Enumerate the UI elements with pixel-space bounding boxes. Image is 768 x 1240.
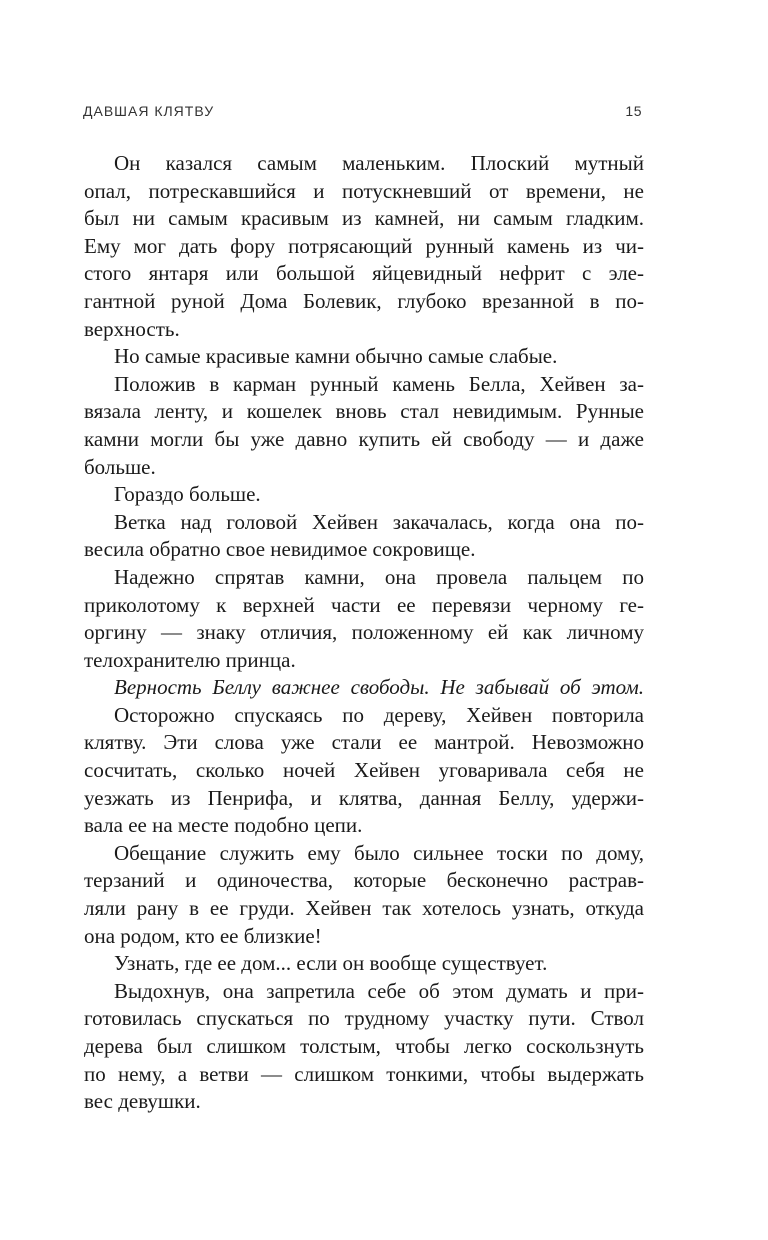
page-number: 15: [625, 103, 642, 119]
text-line: Обещание служить ему было сильнее тоски по дому,: [114, 840, 644, 865]
text-line: приколотому к верхней части ее перевязи черному ге-: [84, 592, 644, 617]
text-line: Выдохнув, она запретила себе об этом думать и при-: [114, 978, 644, 1003]
text-line: Гораздо больше.: [114, 482, 261, 507]
text-line: Верность Беллу важнее свободы. Не забывай об этом.: [114, 675, 644, 700]
text-line: она родом, кто ее близкие!: [84, 923, 322, 948]
text-line: вала ее на месте подобно цепи.: [84, 813, 363, 838]
text-line: опал, потрескавшийся и потускневший от времени, не: [84, 178, 644, 203]
text-line: сосчитать, сколько ночей Хейвен уговаривала себя не: [84, 758, 644, 783]
text-line: Ветка над головой Хейвен закачалась, когда она по-: [114, 509, 644, 534]
text-line: дерева был слишком толстым, чтобы легко соскользнуть: [84, 1034, 644, 1058]
text-line: стого янтаря или большой яйцевидный нефрит с эле-: [84, 261, 644, 286]
text-line: вязала ленту, и кошелек вновь стал невидимым. Рунные: [84, 399, 644, 424]
text-line: Ему мог дать фору потрясающий рунный камень из чи-: [84, 233, 644, 258]
text-line: оргину — знаку отличия, положенному ей как личному: [84, 620, 644, 645]
running-header: [83, 103, 642, 123]
text-line: Но самые красивые камни обычно самые слабые.: [114, 344, 558, 369]
text-line: по нему, а ветви — слишком тонкими, чтобы выдержать: [84, 1061, 644, 1086]
text-line: камни могли бы уже давно купить ей свободу — и даже: [84, 426, 644, 451]
text-line: Узнать, где ее дом... если он вообще существует.: [114, 951, 548, 976]
text-line: больше.: [84, 454, 156, 479]
text-line: был ни самым красивым из камней, ни самым гладким.: [84, 206, 644, 231]
text-line: гантной руной Дома Болевик, глубоко врезанной в по-: [84, 288, 644, 313]
text-line: Он казался самым маленьким. Плоский мутный: [114, 151, 644, 175]
text-line: ляли рану в ее груди. Хейвен так хотелось узнать, откуда: [84, 896, 644, 921]
body-text: [84, 150, 644, 1116]
text-line: клятву. Эти слова уже стали ее мантрой. Невозможно: [84, 730, 644, 755]
text-line: весила обратно свое невидимое сокровище.: [84, 537, 476, 562]
text-line: Осторожно спускаясь по дереву, Хейвен повторила: [114, 702, 644, 727]
text-line: вес девушки.: [84, 1089, 201, 1114]
text-line: Положив в карман рунный камень Белла, Хейвен за-: [114, 371, 644, 396]
text-line: телохранителю принца.: [84, 647, 296, 672]
text-line: уезжать из Пенрифа, и клятва, данная Беллу, удержи-: [84, 785, 644, 810]
running-title: ДАВШАЯ КЛЯТВУ: [83, 103, 215, 119]
text-line: верхность.: [84, 316, 180, 341]
text-line: терзаний и одиночества, которые бесконечно растрав-: [84, 868, 644, 893]
text-line: готовилась спускаться по трудному участку пути. Ствол: [84, 1006, 644, 1031]
text-line: Надежно спрятав камни, она провела пальцем по: [114, 564, 644, 589]
